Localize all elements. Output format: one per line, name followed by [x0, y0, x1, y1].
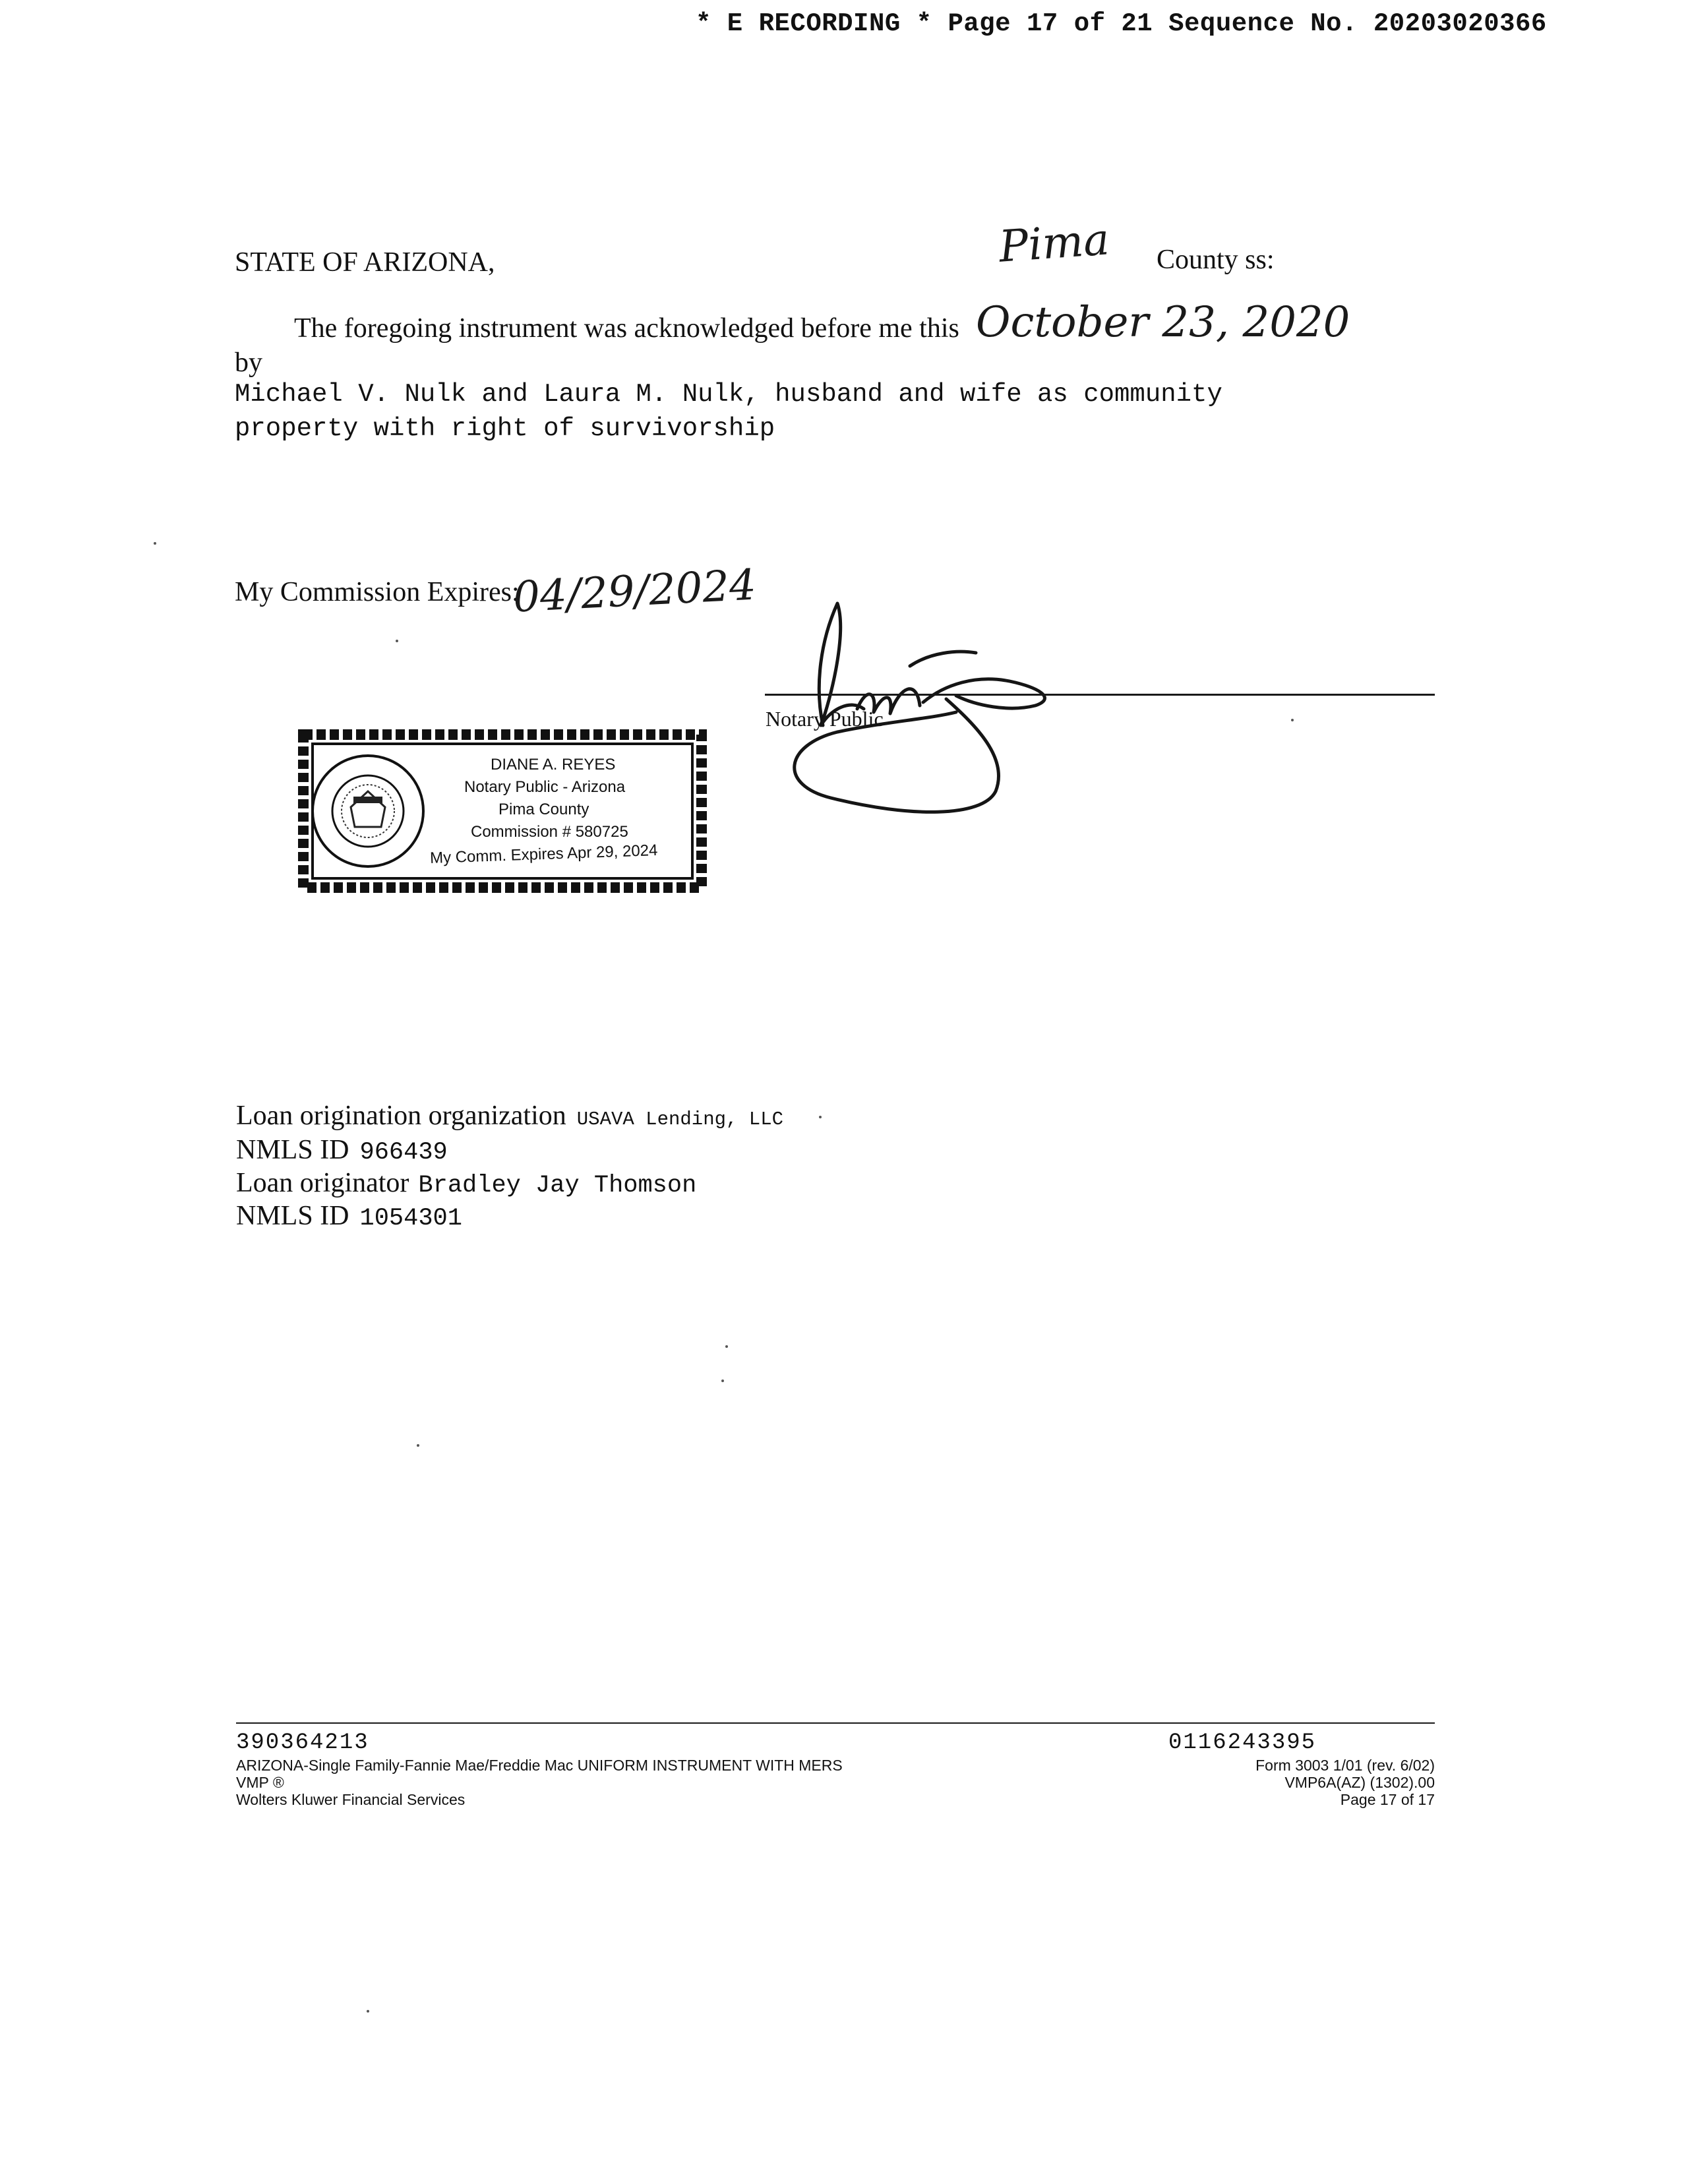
recording-header: * E RECORDING * Page 17 of 21 Sequence No. 20203020366 — [696, 9, 1547, 38]
nmls-org-value: 966439 — [359, 1139, 448, 1167]
loan-org-row — [236, 1100, 783, 1132]
footer-vmp-code: VMP6A(AZ) (1302).00 — [1284, 1774, 1435, 1791]
scan-speck — [1291, 719, 1294, 721]
notary-signature-line — [765, 694, 1435, 696]
footer-right-number: 0116243395 — [1168, 1730, 1317, 1755]
footer-vmp: VMP ® — [236, 1774, 284, 1791]
foregoing-text: The foregoing instrument was acknowledged before me this — [294, 313, 959, 344]
scan-speck — [396, 640, 398, 642]
notary-seal-stamp — [298, 728, 707, 894]
footer-form-number: Form 3003 1/01 (rev. 6/02) — [1255, 1757, 1435, 1774]
nmls-org-row — [236, 1134, 448, 1167]
footer-form-title: ARIZONA-Single Family-Fannie Mae/Freddie Mac UNIFORM INSTRUMENT WITH MERS — [236, 1757, 843, 1774]
loan-originator-row — [236, 1167, 696, 1199]
scan-speck — [819, 1116, 822, 1118]
nmls-originator-value: 1054301 — [359, 1205, 462, 1232]
state-label: STATE OF ARIZONA, — [235, 247, 495, 278]
loan-org-value: USAVA Lending, LLC — [576, 1108, 784, 1130]
seal-commission-number: Commission # 580725 — [471, 823, 628, 841]
seal-county: Pima County — [498, 801, 589, 818]
seal-notary-name: DIANE A. REYES — [491, 756, 616, 774]
footer-publisher: Wolters Kluwer Financial Services — [236, 1791, 466, 1808]
seal-notary-title: Notary Public - Arizona — [464, 778, 626, 796]
nmls-originator-row — [236, 1200, 462, 1232]
county-label: County ss: — [1157, 245, 1275, 275]
footer-page-label: Page 17 of 17 — [1340, 1791, 1435, 1808]
footer-left-number: 390364213 — [236, 1730, 369, 1755]
commission-expires-handwritten: 04/29/2024 — [512, 561, 758, 622]
scan-speck — [154, 542, 156, 545]
county-handwritten: Pima — [997, 214, 1111, 272]
commission-expires-label: My Commission Expires: — [235, 577, 520, 607]
notary-public-label: Notary Public — [766, 707, 884, 731]
scan-speck — [417, 1444, 419, 1447]
loan-org-label: Loan origination organization — [236, 1101, 566, 1131]
nmls-org-label: NMLS ID — [236, 1135, 349, 1165]
notary-signature-image — [758, 587, 1062, 824]
parties-line-2: property with right of survivorship — [235, 414, 775, 443]
loan-originator-label: Loan originator — [236, 1168, 409, 1198]
seal-commission-expires: My Comm. Expires Apr 29, 2024 — [429, 841, 658, 868]
parties-line-1: Michael V. Nulk and Laura M. Nulk, husband and wife as community — [235, 380, 1222, 409]
by-label: by — [235, 348, 262, 378]
nmls-originator-label: NMLS ID — [236, 1201, 349, 1231]
scan-speck — [725, 1345, 728, 1348]
scan-speck — [367, 2010, 369, 2013]
scan-speck — [721, 1380, 724, 1382]
acknowledgment-date-handwritten: October 23, 2020 — [976, 298, 1350, 347]
footer-rule — [236, 1722, 1435, 1724]
loan-originator-value: Bradley Jay Thomson — [418, 1172, 697, 1199]
